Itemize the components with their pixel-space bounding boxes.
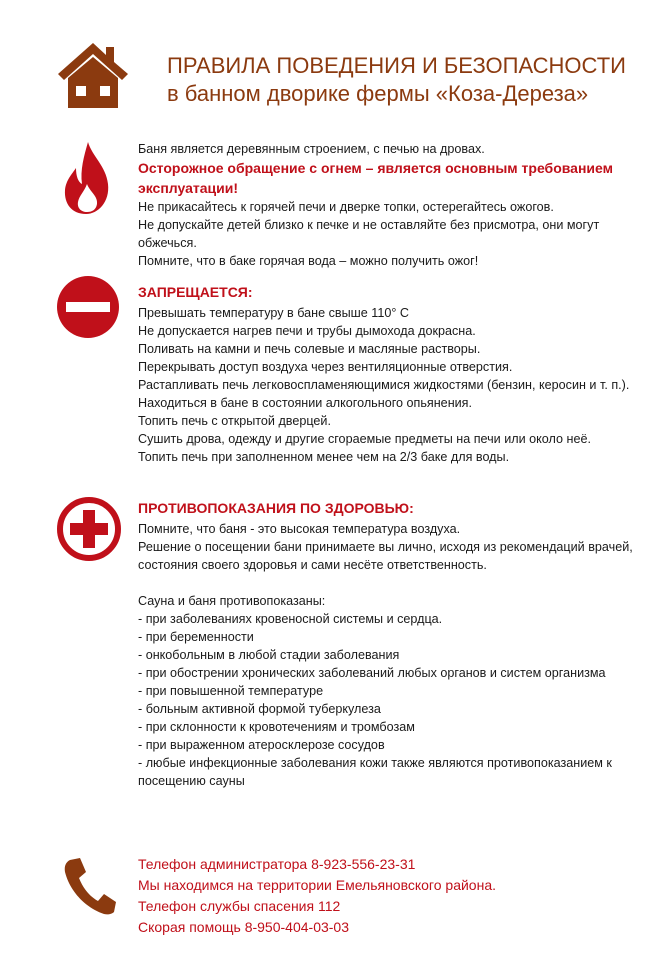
fire-line: Помните, что в баке горячая вода – можно получить ожог! (138, 254, 479, 268)
page-title (167, 52, 647, 108)
contraindication-item: - при обострении хронических заболеваний любых органов и систем организма (138, 666, 606, 680)
fire-section (138, 140, 648, 270)
fire-warning: Осторожное обращение с огнем – является основным требованием эксплуатации! (138, 160, 613, 196)
no-entry-icon (56, 275, 120, 339)
contraindications-title: Сауна и баня противопоказаны: (138, 594, 326, 608)
contacts-block (138, 854, 648, 938)
location-text: Мы находимся на территории Емельяновского района. (138, 877, 496, 893)
phone-icon (62, 856, 118, 916)
contraindication-item: - при склонности к кровотечениям и тромбозам (138, 720, 415, 734)
medical-cross-icon (56, 496, 122, 562)
title-line-1: ПРАВИЛА ПОВЕДЕНИЯ И БЕЗОПАСНОСТИ (167, 53, 626, 78)
forbidden-item: Находиться в бане в состоянии алкогольного опьянения. (138, 396, 472, 410)
health-intro: Помните, что баня - это высокая температура воздуха. (138, 522, 461, 536)
health-section (138, 498, 648, 790)
forbidden-item: Сушить дрова, одежду и другие сгораемые предметы на печи или около неё. (138, 432, 591, 446)
fire-line: Не допускайте детей близко к печке и не оставляйте без присмотра, они могут обжечься. (138, 218, 600, 250)
admin-phone: Телефон администратора 8-923-556-23-31 (138, 856, 416, 872)
forbidden-section (138, 282, 648, 466)
forbidden-heading: ЗАПРЕЩАЕТСЯ: (138, 284, 253, 300)
contraindication-item: - больным активной формой туберкулеза (138, 702, 381, 716)
house-icon (54, 40, 132, 110)
forbidden-item: Превышать температуру в бане свыше 110° С (138, 306, 409, 320)
forbidden-item: Перекрывать доступ воздуха через вентиляционные отверстия. (138, 360, 513, 374)
forbidden-item: Топить печь с открытой дверцей. (138, 414, 331, 428)
forbidden-item: Топить печь при заполненном менее чем на 2/3 баке для воды. (138, 450, 510, 464)
fire-icon (62, 140, 112, 216)
contraindication-item: - при заболеваниях кровеносной системы и сердца. (138, 612, 443, 626)
health-heading: ПРОТИВОПОКАЗАНИЯ ПО ЗДОРОВЬЮ: (138, 500, 414, 516)
fire-line: Не прикасайтесь к горячей печи и дверке топки, остерегайтесь ожогов. (138, 200, 554, 214)
contraindication-item: - любые инфекционные заболевания кожи также являются противопоказанием к посещению сауны (138, 756, 612, 788)
rescue-phone: Телефон службы спасения 112 (138, 898, 341, 914)
title-line-2: в банном дворике фермы «Коза-Дереза» (167, 81, 589, 106)
fire-intro: Баня является деревянным строением, с печью на дровах. (138, 142, 485, 156)
contraindication-item: - при беременности (138, 630, 254, 644)
contraindication-item: - онкобольным в любой стадии заболевания (138, 648, 400, 662)
forbidden-item: Не допускается нагрев печи и трубы дымохода докрасна. (138, 324, 476, 338)
contraindication-item: - при повышенной температуре (138, 684, 324, 698)
health-intro: Решение о посещении бани принимаете вы лично, исходя из рекомендаций врачей, состояния своего здоровья и сами несёте ответственность. (138, 540, 633, 572)
ambulance-phone: Скорая помощь 8-950-404-03-03 (138, 919, 349, 935)
forbidden-item: Растапливать печь легковоспламеняющимися жидкостями (бензин, керосин и т. п.). (138, 378, 630, 392)
forbidden-item: Поливать на камни и печь солевые и масляные растворы. (138, 342, 481, 356)
contraindication-item: - при выраженном атеросклерозе сосудов (138, 738, 385, 752)
